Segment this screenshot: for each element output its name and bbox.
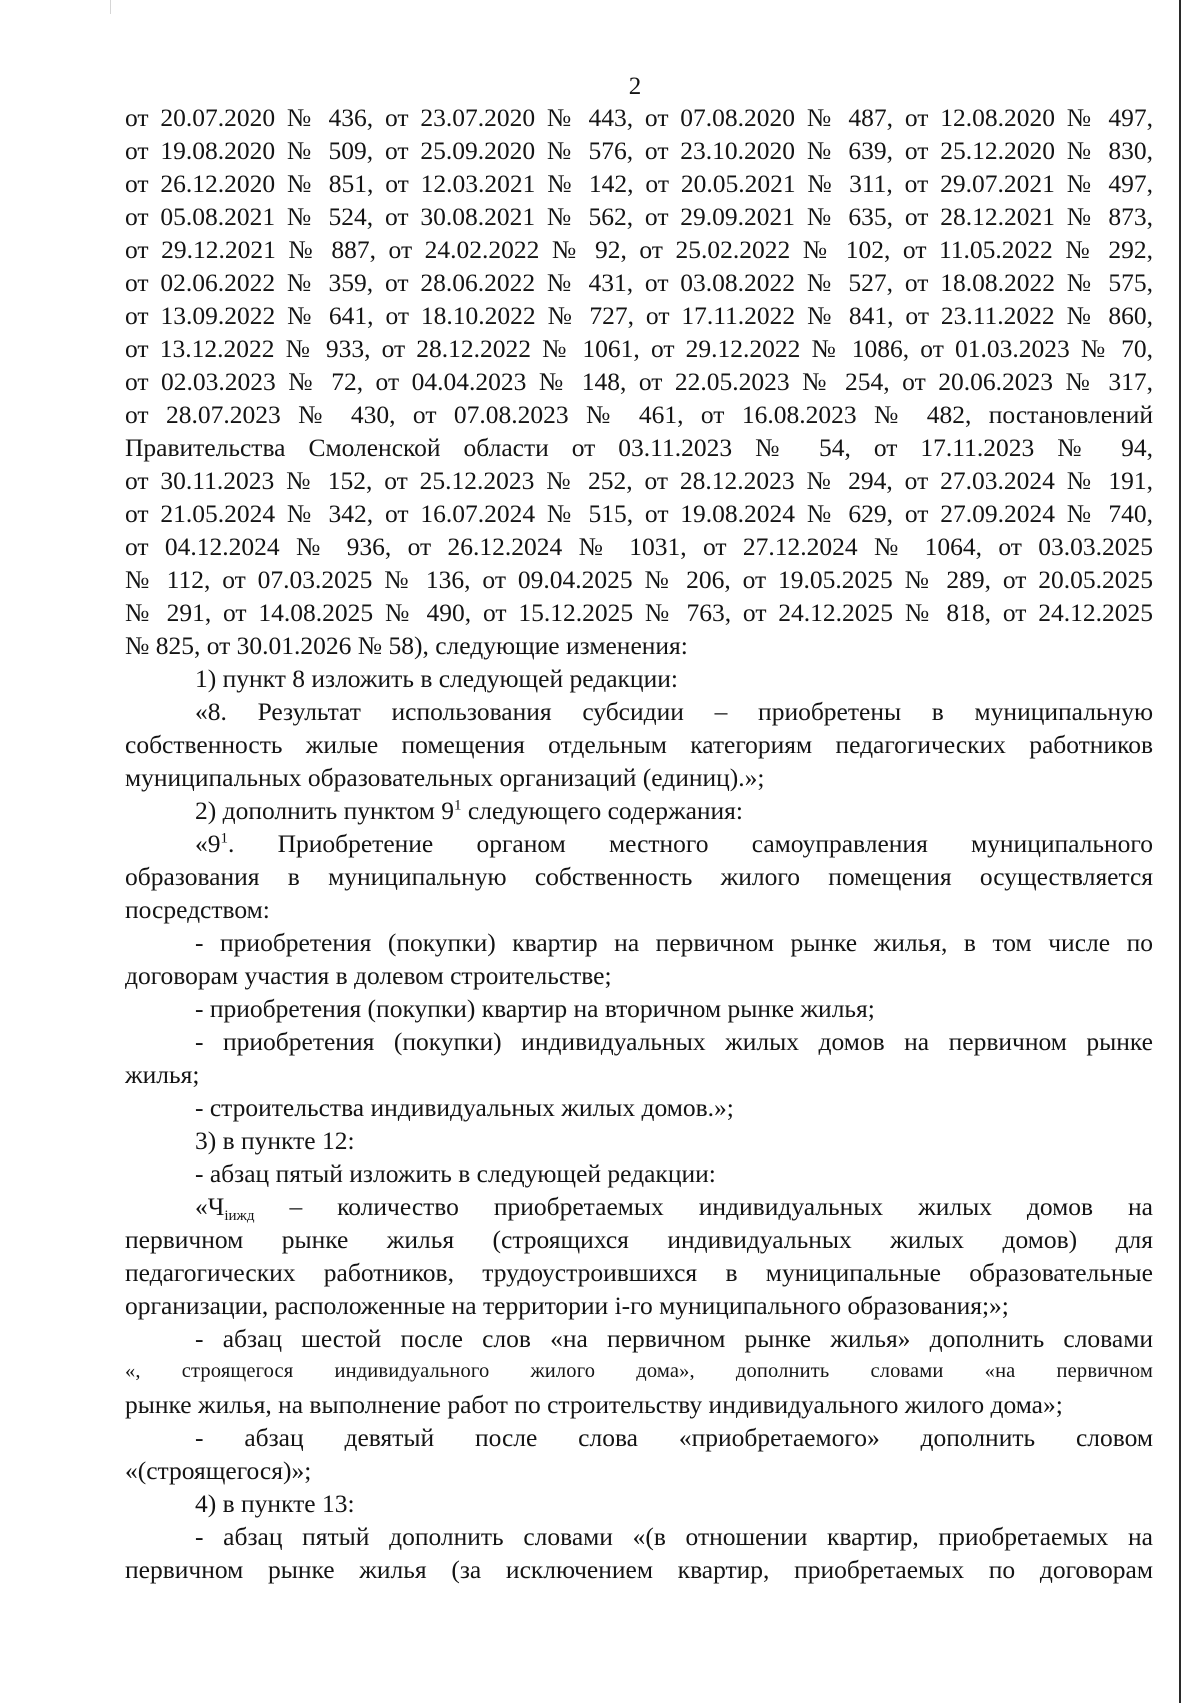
page-number: 2 — [628, 73, 642, 100]
text-line: педагогических работников, трудоустроившихся в муниципальные образовательные — [125, 1258, 1153, 1287]
text-line: рынке жилья, на выполнение работ по строительству индивидуального жилого дома»; — [125, 1390, 1063, 1419]
text-line: от 02.03.2023 № 72, от 04.04.2023 № 148, от 22.05.2023 № 254, от 20.06.2023 № 317, — [125, 367, 1153, 396]
text-line: от 20.07.2020 № 436, от 23.07.2020 № 443, от 07.08.2020 № 487, от 12.08.2020 № 497, — [125, 103, 1153, 132]
text-line — [125, 1190, 1153, 1223]
text-line: от 21.05.2024 № 342, от 16.07.2024 № 515, от 19.08.2024 № 629, от 27.09.2024 № 740, — [125, 499, 1153, 528]
text-fragment: 2) дополнить пунктом 9 — [195, 796, 454, 825]
text-line: - приобретения (покупки) индивидуальных жилых домов на первичном рынке — [195, 1027, 1153, 1056]
text-line: - абзац пятый изложить в следующей редакции: — [195, 1159, 716, 1188]
text-line: первичном рынке жилья (за исключением квартир, приобретаемых по договорам — [125, 1555, 1153, 1584]
superscript: 1 — [454, 797, 462, 814]
item-heading: 1) пункт 8 изложить в следующей редакции: — [195, 664, 678, 693]
text-line: «(строящегося)»; — [125, 1456, 312, 1485]
text-fragment: «9 — [195, 829, 221, 858]
text-line: от 30.11.2023 № 152, от 25.12.2023 № 252, от 28.12.2023 № 294, от 27.03.2024 № 191, — [125, 466, 1153, 495]
text-line: первичном рынке жилья (строящихся индивидуальных жилых домов) для — [125, 1225, 1153, 1254]
text-fragment: – количество приобретаемых индивидуальных жилых домов на — [254, 1192, 1153, 1221]
scan-edge-line — [1179, 0, 1181, 1703]
item-heading: 3) в пункте 12: — [195, 1126, 355, 1155]
text-line: организации, расположенные на территории i-го муниципального образования;»; — [125, 1291, 1009, 1320]
text-fragment: . Приобретение органом местного самоуправления муниципального — [228, 829, 1153, 858]
text-line: «, строящегося индивидуального жилого дома», дополнить словами «на первичном — [125, 1360, 1153, 1382]
text-line: от 13.12.2022 № 933, от 28.12.2022 № 1061, от 29.12.2022 № 1086, от 01.03.2023 № 70, — [125, 334, 1153, 363]
scan-edge-mark — [110, 0, 111, 14]
text-line: от 28.07.2023 № 430, от 07.08.2023 № 461, от 16.08.2023 № 482, постановлений — [125, 400, 1153, 429]
text-line: собственность жилые помещения отдельным категориям педагогических работников — [125, 730, 1153, 759]
item-heading — [125, 794, 1153, 827]
text-line: от 05.08.2021 № 524, от 30.08.2021 № 562, от 29.09.2021 № 635, от 28.12.2021 № 873, — [125, 202, 1153, 231]
text-line: № 291, от 14.08.2025 № 490, от 15.12.2025 № 763, от 24.12.2025 № 818, от 24.12.2025 — [125, 598, 1153, 627]
text-line — [125, 827, 1153, 860]
text-line: жилья; — [125, 1060, 200, 1089]
text-line: - приобретения (покупки) квартир на первичном рынке жилья, в том числе по — [195, 928, 1153, 957]
text-fragment: «Ч — [195, 1192, 225, 1221]
text-line: от 29.12.2021 № 887, от 24.02.2022 № 92, от 25.02.2022 № 102, от 11.05.2022 № 292, — [125, 235, 1153, 264]
text-line: Правительства Смоленской области от 03.11.2023 № 54, от 17.11.2023 № 94, — [125, 433, 1153, 462]
text-line: - абзац девятый после слова «приобретаемого» дополнить словом — [195, 1423, 1153, 1452]
text-line: - приобретения (покупки) квартир на вторичном рынке жилья; — [195, 994, 875, 1023]
document-body — [125, 101, 1153, 1586]
item-heading: 4) в пункте 13: — [195, 1489, 355, 1518]
subscript: iижд — [224, 1208, 255, 1224]
text-line: № 112, от 07.03.2025 № 136, от 09.04.2025 № 206, от 19.05.2025 № 289, от 20.05.2025 — [125, 565, 1153, 594]
text-line: - абзац пятый дополнить словами «(в отношении квартир, приобретаемых на — [195, 1522, 1153, 1551]
text-line: муниципальных образовательных организаций (единиц).»; — [125, 763, 765, 792]
text-line: от 26.12.2020 № 851, от 12.03.2021 № 142, от 20.05.2021 № 311, от 29.07.2021 № 497, — [125, 169, 1153, 198]
text-line: - абзац шестой после слов «на первичном рынке жилья» дополнить словами — [195, 1324, 1153, 1353]
text-line: - строительства индивидуальных жилых домов.»; — [195, 1093, 734, 1122]
text-line: от 13.09.2022 № 641, от 18.10.2022 № 727, от 17.11.2022 № 841, от 23.11.2022 № 860, — [125, 301, 1153, 330]
text-line: от 04.12.2024 № 936, от 26.12.2024 № 1031, от 27.12.2024 № 1064, от 03.03.2025 — [125, 532, 1153, 561]
text-line: от 19.08.2020 № 509, от 25.09.2020 № 576, от 23.10.2020 № 639, от 25.12.2020 № 830, — [125, 136, 1153, 165]
text-line: образования в муниципальную собственность жилого помещения осуществляется — [125, 862, 1153, 891]
text-line: «8. Результат использования субсидии – приобретены в муниципальную — [195, 697, 1153, 726]
superscript: 1 — [220, 830, 228, 847]
text-line: от 02.06.2022 № 359, от 28.06.2022 № 431, от 03.08.2022 № 527, от 18.08.2022 № 575, — [125, 268, 1153, 297]
text-line: посредством: — [125, 895, 270, 924]
text-line: договорам участия в долевом строительстве; — [125, 961, 612, 990]
text-line: № 825, от 30.01.2026 № 58), следующие изменения: — [125, 631, 688, 660]
text-fragment: следующего содержания: — [461, 796, 743, 825]
